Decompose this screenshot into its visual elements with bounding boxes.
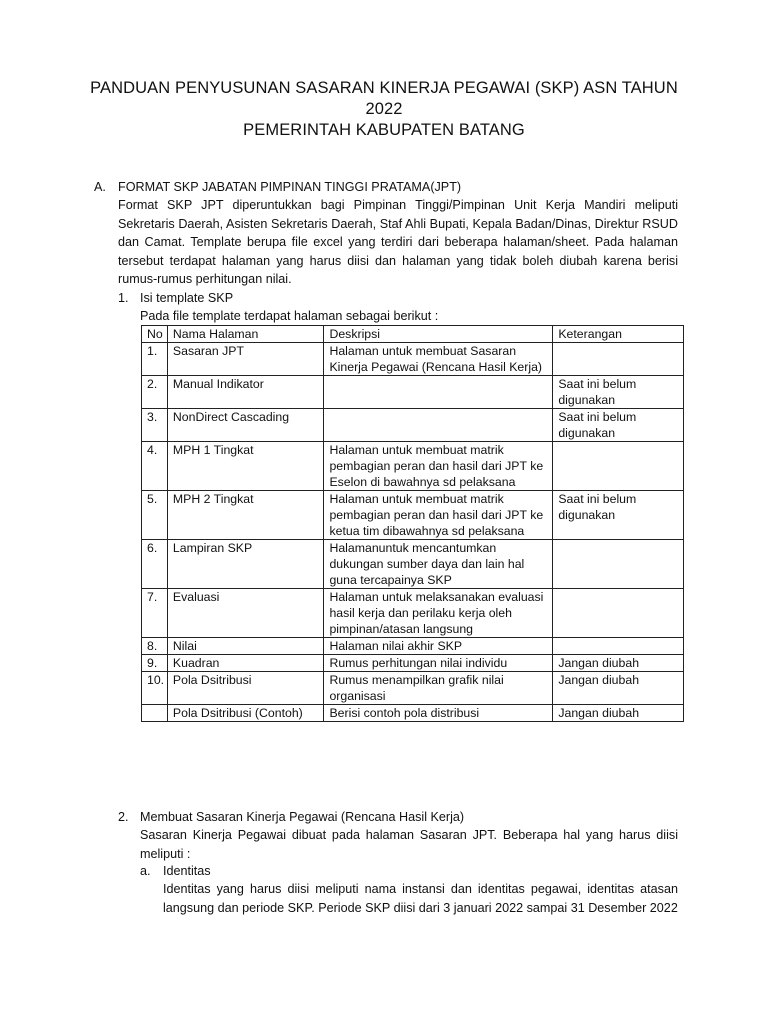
cell-nama: Evaluasi <box>167 589 324 638</box>
cell-nama: NonDirect Cascading <box>167 409 324 442</box>
cell-nama: Lampiran SKP <box>167 540 324 589</box>
cell-keterangan <box>553 442 684 491</box>
cell-no: 9. <box>142 655 168 672</box>
header-no: No <box>142 326 168 343</box>
cell-keterangan: Saat ini belum digunakan <box>553 376 684 409</box>
item-2a-heading: Identitas <box>163 864 211 878</box>
cell-keterangan: Jangan diubah <box>553 672 684 705</box>
cell-deskripsi: Berisi contoh pola distribusi <box>324 705 553 722</box>
item-2a-paragraph: Identitas yang harus diisi meliputi nama instansi dan identitas pegawai, identitas atasan langsung dan periode SKP. Periode SKP diisi dari 3 januari 2022 sampai 31 Desember 2022 <box>163 882 678 915</box>
section-a-paragraph: Format SKP JPT diperuntukkan bagi Pimpinan Tinggi/Pimpinan Unit Kerja Mandiri meliputi Sekretaris Daerah, Asisten Sekretaris Daerah, Staf Ahli Bupati, Kepala Badan/Dinas, Direktur RSUD dan Camat. Template berupa file excel yang terdiri dari beberapa halaman/sheet. Pada halaman tersebut terdapat halaman yang harus diisi dan halaman yang tidak boleh diubah karena berisi rumus-rumus perhitungan nilai. <box>118 198 678 287</box>
title-line-3: PEMERINTAH KABUPATEN BATANG <box>243 121 525 139</box>
table-row <box>142 638 684 655</box>
header-nama-halaman: Nama Halaman <box>167 326 324 343</box>
cell-no <box>142 705 168 722</box>
cell-no: 10. <box>142 672 168 705</box>
header-deskripsi: Deskripsi <box>324 326 553 343</box>
table-row <box>142 705 684 722</box>
cell-deskripsi: Halaman untuk melaksanakan evaluasi hasil kerja dan perilaku kerja oleh pimpinan/atasan langsung <box>324 589 553 638</box>
cell-no: 3. <box>142 409 168 442</box>
cell-deskripsi: Halamanuntuk mencantumkan dukungan sumber daya dan lain hal guna tercapainya SKP <box>324 540 553 589</box>
cell-no: 2. <box>142 376 168 409</box>
item-1-heading: Isi template SKP <box>140 291 234 305</box>
cell-deskripsi: Rumus menampilkan grafik nilai organisasi <box>324 672 553 705</box>
cell-no: 5. <box>142 491 168 540</box>
cell-keterangan: Jangan diubah <box>553 705 684 722</box>
table-row <box>142 589 684 638</box>
item-1-intro: Pada file template terdapat halaman sebagai berikut : <box>140 309 439 323</box>
table-row <box>142 343 684 376</box>
cell-nama: Manual Indikator <box>167 376 324 409</box>
cell-nama: Pola Dsitribusi <box>167 672 324 705</box>
section-a-heading: FORMAT SKP JABATAN PIMPINAN TINGGI PRATAMA(JPT) <box>118 180 462 194</box>
cell-keterangan <box>553 589 684 638</box>
table-row <box>142 655 684 672</box>
cell-no: 6. <box>142 540 168 589</box>
title-line-1: PANDUAN PENYUSUNAN SASARAN KINERJA PEGAWAI (SKP) ASN TAHUN <box>90 79 678 97</box>
template-pages-table <box>141 325 684 722</box>
cell-keterangan: Saat ini belum digunakan <box>553 409 684 442</box>
item-2a-letter: a. <box>140 864 151 878</box>
cell-deskripsi <box>324 409 553 442</box>
cell-nama: Pola Dsitribusi (Contoh) <box>167 705 324 722</box>
cell-deskripsi: Halaman untuk membuat matrik pembagian peran dan hasil dari JPT ke Eselon di bawahnya sd pelaksana <box>324 442 553 491</box>
table-row <box>142 409 684 442</box>
cell-keterangan <box>553 343 684 376</box>
item-2-paragraph: Sasaran Kinerja Pegawai dibuat pada halaman Sasaran JPT. Beberapa hal yang harus diisi meliputi : <box>140 828 678 861</box>
table-row <box>142 540 684 589</box>
cell-keterangan <box>553 540 684 589</box>
cell-nama: Kuadran <box>167 655 324 672</box>
header-keterangan: Keterangan <box>553 326 684 343</box>
item-1-number: 1. <box>118 291 129 305</box>
cell-nama: Nilai <box>167 638 324 655</box>
table-row <box>142 672 684 705</box>
document-title <box>80 78 688 141</box>
cell-deskripsi <box>324 376 553 409</box>
table-row <box>142 491 684 540</box>
item-2-heading: Membuat Sasaran Kinerja Pegawai (Rencana Hasil Kerja) <box>140 810 465 824</box>
cell-no: 7. <box>142 589 168 638</box>
cell-keterangan: Jangan diubah <box>553 655 684 672</box>
cell-deskripsi: Rumus perhitungan nilai individu <box>324 655 553 672</box>
cell-keterangan: Saat ini belum digunakan <box>553 491 684 540</box>
item-2-number: 2. <box>118 810 129 824</box>
cell-deskripsi: Halaman nilai akhir SKP <box>324 638 553 655</box>
cell-keterangan <box>553 638 684 655</box>
section-a-label: A. <box>94 180 106 194</box>
cell-nama: Sasaran JPT <box>167 343 324 376</box>
table-row <box>142 442 684 491</box>
cell-no: 1. <box>142 343 168 376</box>
table-header-row <box>142 326 684 343</box>
cell-no: 4. <box>142 442 168 491</box>
cell-deskripsi: Halaman untuk membuat matrik pembagian peran dan hasil dari JPT ke ketua tim dibawahnya sd pelaksana <box>324 491 553 540</box>
cell-no: 8. <box>142 638 168 655</box>
cell-deskripsi: Halaman untuk membuat Sasaran Kinerja Pegawai (Rencana Hasil Kerja) <box>324 343 553 376</box>
cell-nama: MPH 1 Tingkat <box>167 442 324 491</box>
table-row <box>142 376 684 409</box>
cell-nama: MPH 2 Tingkat <box>167 491 324 540</box>
title-line-2: 2022 <box>365 100 403 118</box>
